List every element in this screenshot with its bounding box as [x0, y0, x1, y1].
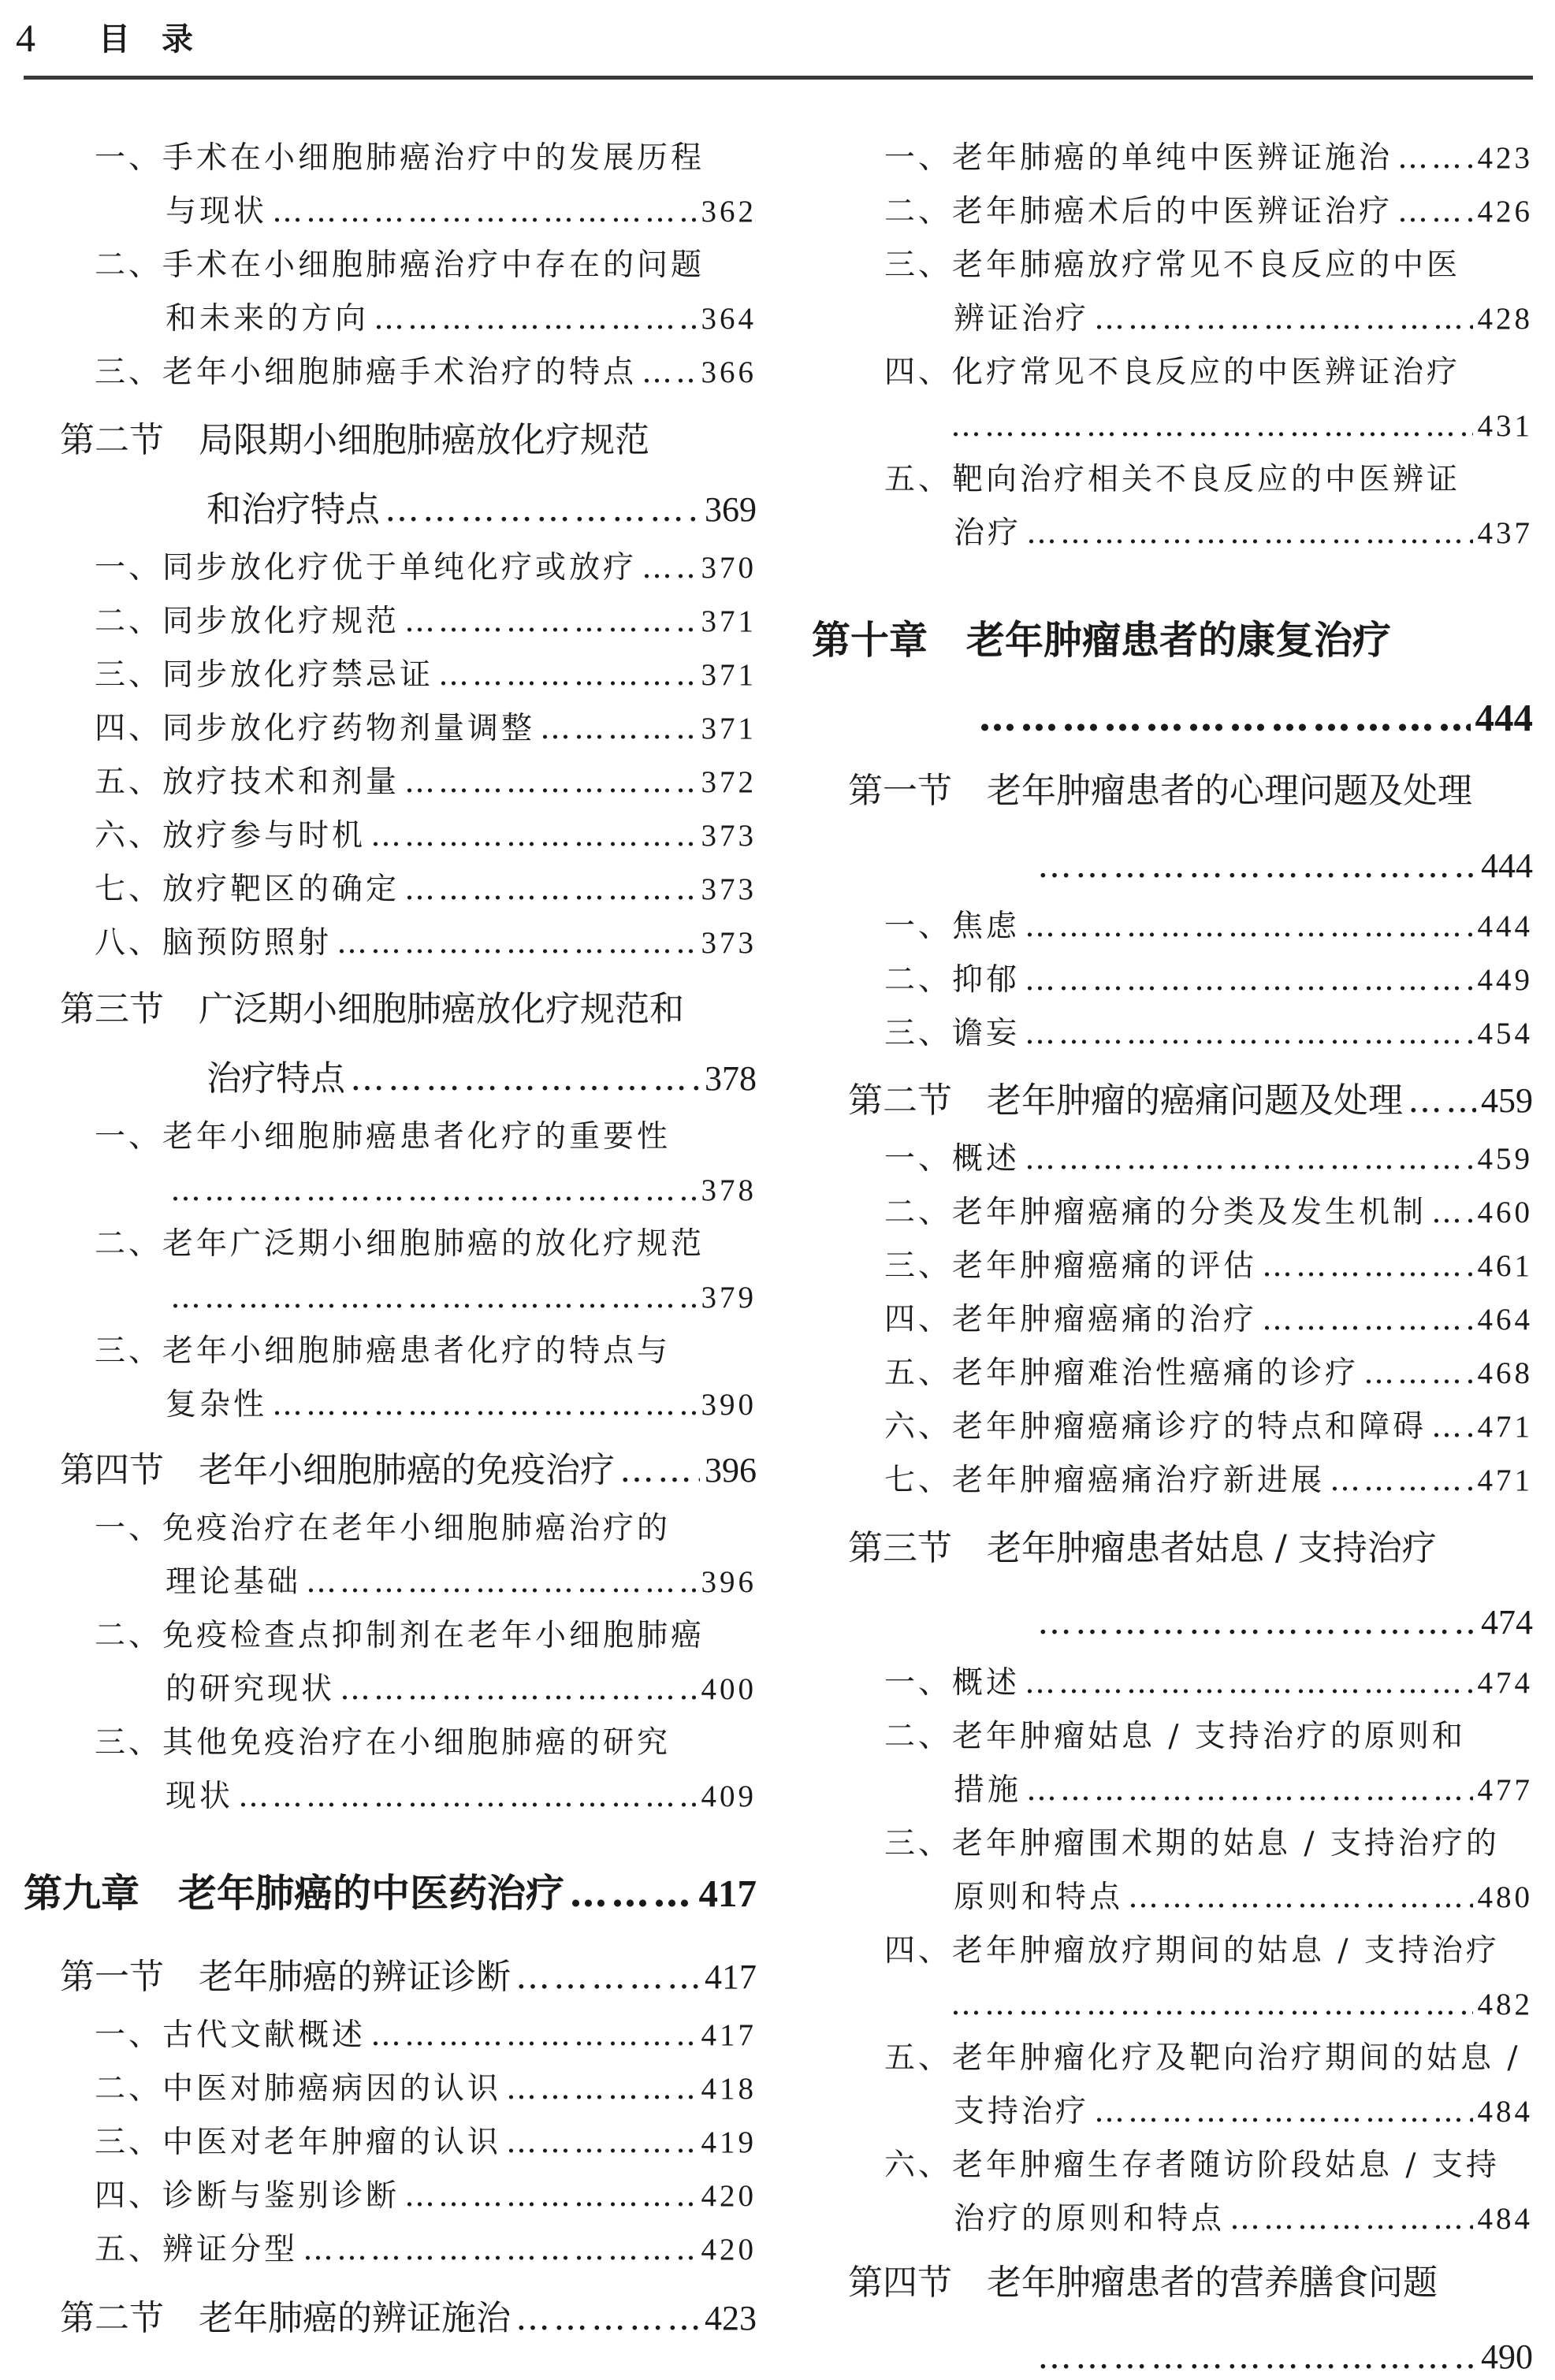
toc-entry-title: 二、手术在小细胞肺癌治疗中存在的问题: [95, 247, 705, 283]
toc-page-number: 444: [1475, 696, 1533, 739]
toc-page-number: 373: [701, 926, 757, 960]
toc-entry-title: 五、老年肿瘤难治性癌痛的诊疗: [884, 1355, 1360, 1391]
toc-entry-title: 第四节 老年小细胞肺癌的免疫治疗: [60, 1450, 615, 1490]
dot-leader: [350, 1056, 700, 1102]
toc-chapter-entry[interactable]: [812, 615, 1391, 665]
toc-item-entry[interactable]: [95, 2015, 757, 2056]
toc-item-entry[interactable]: [95, 1723, 671, 1764]
toc-item-entry[interactable]: [884, 1824, 1500, 1865]
toc-section-entry[interactable]: [206, 1056, 757, 1102]
toc-entry-title: 二、中医对肺癌病因的认识: [95, 2071, 502, 2107]
toc-entry-title: 七、老年肿瘤癌痛治疗新进展: [884, 1463, 1326, 1498]
page-number: 4: [16, 16, 35, 60]
toc-entry-title: 第九章 老年肺癌的中医药治疗: [24, 1870, 565, 1916]
toc-entry-title: 第十章 老年肿瘤患者的康复治疗: [812, 617, 1392, 663]
toc-page-number: 396: [701, 1565, 757, 1599]
toc-entry-title: 一、老年小细胞肺癌患者化疗的重要性: [95, 1119, 671, 1155]
dot-leader: [306, 1562, 696, 1603]
toc-item-entry[interactable]: [166, 1277, 757, 1318]
toc-item-entry[interactable]: [95, 708, 757, 749]
toc-entry-title: 八、脑预防照射: [95, 925, 333, 961]
dot-leader: [1397, 192, 1472, 232]
toc-section-entry[interactable]: [60, 987, 684, 1032]
toc-item-entry[interactable]: [884, 1246, 1533, 1287]
dot-leader: [1408, 1078, 1476, 1124]
toc-section-entry[interactable]: [60, 418, 649, 463]
toc-item-entry[interactable]: [95, 762, 757, 803]
toc-entry-title: 一、老年肺癌的单纯中医辨证施治: [884, 140, 1393, 176]
toc-page-number: 417: [698, 1872, 757, 1915]
toc-page-number: 373: [701, 872, 757, 906]
toc-entry-title: 四、化疗常见不良反应的中医辨证治疗: [884, 355, 1461, 390]
toc-entry-title: 一、焦虑: [884, 909, 1021, 944]
dot-leader: [340, 1669, 696, 1710]
toc-page-number: 420: [701, 2179, 757, 2213]
toc-item-entry[interactable]: [95, 923, 757, 964]
toc-page-number: 444: [1477, 909, 1533, 943]
toc-entry-title: 三、同步放化疗禁忌证: [95, 657, 434, 693]
toc-item-entry[interactable]: [884, 192, 1533, 232]
toc-entry-title: 的研究现状: [166, 1672, 336, 1707]
dot-leader: [515, 1954, 700, 2000]
toc-entry-title: 二、免疫检查点抑制剂在老年小细胞肺癌: [95, 1618, 705, 1653]
toc-entry-title: 四、诊断与鉴别诊断: [95, 2178, 400, 2214]
dot-leader: [374, 299, 696, 340]
toc-entry-title: 一、概述: [884, 1665, 1021, 1701]
toc-item-entry[interactable]: [95, 869, 757, 910]
toc-entry-title: 现状: [166, 1779, 234, 1814]
toc-item-entry[interactable]: [95, 601, 757, 642]
toc-section-entry[interactable]: [1032, 1600, 1533, 1646]
toc-item-entry[interactable]: [884, 1407, 1533, 1448]
toc-item-entry[interactable]: [95, 2069, 757, 2110]
toc-item-entry[interactable]: [954, 1877, 1533, 1918]
toc-item-entry[interactable]: [95, 138, 705, 179]
toc-entry-title: 四、老年肿瘤放疗期间的姑息 / 支持治疗: [884, 1933, 1500, 1969]
toc-item-entry[interactable]: [166, 1776, 757, 1817]
toc-entry-title: 三、老年小细胞肺癌患者化疗的特点与: [95, 1333, 671, 1369]
toc-entry-title: 二、同步放化疗规范: [95, 604, 400, 639]
dot-leader: [515, 2296, 700, 2341]
toc-item-entry[interactable]: [884, 459, 1460, 500]
toc-item-entry[interactable]: [166, 1669, 757, 1710]
toc-page-number: 372: [701, 765, 757, 799]
toc-item-entry[interactable]: [166, 299, 757, 340]
toc-section-entry[interactable]: [206, 487, 757, 533]
dot-leader: [170, 1277, 697, 1318]
toc-page-number: 417: [701, 2018, 757, 2052]
toc-page-number: 474: [1481, 1603, 1533, 1642]
dot-leader: [1431, 1407, 1472, 1448]
toc-item-entry[interactable]: [884, 960, 1533, 1001]
toc-item-entry[interactable]: [884, 2038, 1521, 2079]
toc-entry-title: 五、老年肿瘤化疗及靶向治疗期间的姑息 /: [884, 2040, 1521, 2076]
toc-item-entry[interactable]: [95, 245, 705, 286]
toc-section-entry[interactable]: [60, 1954, 757, 2000]
dot-leader: [272, 1385, 696, 1426]
toc-item-entry[interactable]: [95, 2176, 757, 2217]
toc-item-entry[interactable]: [884, 352, 1460, 393]
toc-section-entry[interactable]: [848, 1078, 1533, 1124]
toc-section-entry[interactable]: [848, 768, 1472, 814]
dot-leader: [1128, 1877, 1472, 1918]
dot-leader: [404, 601, 696, 642]
toc-page-number: 490: [1481, 2337, 1533, 2376]
toc-item-entry[interactable]: [166, 1170, 757, 1211]
dot-leader: [569, 1868, 694, 1918]
toc-page-number: 379: [701, 1281, 757, 1315]
toc-item-entry[interactable]: [954, 513, 1533, 554]
toc-entry-title: 支持治疗: [954, 2094, 1090, 2129]
toc-page-number: 460: [1477, 1196, 1533, 1229]
dot-leader: [540, 708, 696, 749]
toc-entry-title: 二、老年广泛期小细胞肺癌的放化疗规范: [95, 1226, 705, 1262]
toc-item-entry[interactable]: [166, 1385, 757, 1426]
toc-entry-title: 三、中医对老年肿瘤的认识: [95, 2125, 502, 2160]
toc-entry-title: 第四节 老年肿瘤患者的营养膳食问题: [848, 2263, 1438, 2303]
dot-leader: [1431, 1192, 1472, 1233]
toc-entry-title: 六、老年肿瘤生存者随访阶段姑息 / 支持: [884, 2148, 1500, 2183]
toc-page-number: 454: [1477, 1017, 1533, 1051]
dot-leader: [1025, 906, 1472, 947]
toc-page-number: 378: [705, 1059, 757, 1098]
dot-leader: [506, 2122, 696, 2163]
toc-page-number: 464: [1477, 1303, 1533, 1337]
toc-item-entry[interactable]: [95, 1616, 705, 1657]
toc-item-entry[interactable]: [95, 1508, 671, 1549]
dot-leader: [370, 816, 696, 857]
toc-section-entry[interactable]: [60, 2296, 757, 2341]
toc-item-entry[interactable]: [95, 2122, 757, 2163]
toc-entry-title: 七、放疗靶区的确定: [95, 872, 400, 907]
toc-page-number: 428: [1477, 302, 1533, 336]
toc-section-entry[interactable]: [848, 2260, 1438, 2306]
dot-leader: [438, 655, 696, 696]
toc-entry-title: 三、其他免疫治疗在小细胞肺癌的研究: [95, 1725, 671, 1761]
toc-entry-title: 五、靶向治疗相关不良反应的中医辨证: [884, 462, 1461, 497]
dot-leader: [1037, 1600, 1476, 1646]
toc-item-entry[interactable]: [95, 655, 757, 696]
toc-item-entry[interactable]: [884, 1663, 1533, 1704]
toc-page-number: 418: [701, 2072, 757, 2106]
toc-entry-title: 二、老年肿瘤癌痛的分类及发生机制: [884, 1195, 1427, 1230]
toc-item-entry[interactable]: [884, 1013, 1533, 1054]
toc-page-number: 369: [705, 490, 757, 529]
toc-page-number: 409: [701, 1779, 757, 1813]
dot-leader: [1037, 843, 1476, 889]
toc-page-number: 417: [705, 1958, 757, 1996]
toc-entry-title: 第二节 老年肺癌的辨证施治: [60, 2298, 511, 2338]
toc-entry-title: 三、老年小细胞肺癌手术治疗的特点: [95, 355, 638, 390]
toc-page-number: 419: [701, 2125, 757, 2159]
toc-page-number: 444: [1481, 846, 1533, 885]
toc-page-number: 482: [1477, 1988, 1533, 2021]
toc-entry-title: 三、老年肿瘤围术期的姑息 / 支持治疗的: [884, 1826, 1500, 1861]
dot-leader: [1025, 1139, 1472, 1180]
toc-item-entry[interactable]: [946, 1984, 1533, 2025]
toc-page-number: 484: [1477, 2095, 1533, 2129]
toc-entry-title: 与现状: [166, 194, 268, 229]
dot-leader: [1037, 2334, 1476, 2380]
dot-leader: [978, 692, 1471, 742]
dot-leader: [170, 1170, 697, 1211]
toc-section-entry[interactable]: [60, 1448, 757, 1493]
dot-leader: [506, 2069, 696, 2110]
toc-page-number: 371: [701, 712, 757, 746]
dot-leader: [1025, 1663, 1472, 1704]
toc-entry-title: 一、手术在小细胞肺癌治疗中的发展历程: [95, 140, 705, 176]
toc-page-number: 474: [1477, 1666, 1533, 1700]
toc-page-number: 366: [701, 355, 757, 389]
dot-leader: [1262, 1246, 1472, 1287]
dot-leader: [303, 2229, 696, 2270]
toc-entry-title: 二、抑郁: [884, 962, 1021, 998]
toc-section-entry[interactable]: [1032, 843, 1533, 889]
toc-page-number: 459: [1477, 1142, 1533, 1176]
toc-item-entry[interactable]: [95, 2229, 757, 2270]
toc-entry-title: 和未来的方向: [166, 301, 370, 337]
toc-page-number: 471: [1477, 1463, 1533, 1497]
toc-page-number: 370: [701, 551, 757, 585]
toc-item-entry[interactable]: [884, 1460, 1533, 1501]
toc-entry-title: 六、放疗参与时机: [95, 818, 366, 853]
toc-page-number: 477: [1477, 1773, 1533, 1807]
dot-leader: [950, 1984, 1473, 2025]
toc-entry-title: 二、老年肿瘤姑息 / 支持治疗的原则和: [884, 1719, 1466, 1754]
dot-leader: [385, 487, 700, 533]
toc-entry-title: 一、免疫治疗在老年小细胞肺癌治疗的: [95, 1511, 671, 1546]
toc-section-entry[interactable]: [1032, 2334, 1533, 2380]
dot-leader: [404, 869, 696, 910]
toc-item-entry[interactable]: [954, 2092, 1533, 2133]
toc-item-entry[interactable]: [884, 138, 1533, 179]
toc-page-number: 423: [1477, 141, 1533, 175]
toc-page-number: 420: [701, 2233, 757, 2267]
toc-item-entry[interactable]: [954, 1770, 1533, 1811]
dot-leader: [1025, 1013, 1472, 1054]
toc-item-entry[interactable]: [954, 299, 1533, 340]
toc-entry-title: 辨证治疗: [954, 301, 1090, 337]
dot-leader: [950, 406, 1473, 447]
toc-page-number: 364: [701, 302, 757, 336]
toc-entry-title: 原则和特点: [954, 1880, 1124, 1915]
toc-entry-title: 理论基础: [166, 1564, 302, 1600]
toc-page-number: 371: [701, 658, 757, 692]
toc-entry-title: 六、老年肿瘤癌痛诊疗的特点和障碍: [884, 1409, 1427, 1445]
header-rule: [24, 76, 1533, 80]
dot-leader: [642, 548, 696, 589]
toc-entry-title: 一、古代文献概述: [95, 2017, 366, 2053]
dot-leader: [404, 2176, 696, 2217]
toc-item-entry[interactable]: [946, 406, 1533, 447]
toc-entry-title: 三、谵妄: [884, 1016, 1021, 1051]
dot-leader: [1025, 960, 1472, 1001]
toc-item-entry[interactable]: [95, 1224, 705, 1265]
dot-leader: [404, 762, 696, 803]
toc-item-entry[interactable]: [95, 352, 757, 393]
toc-item-entry[interactable]: [954, 2199, 1533, 2240]
dot-leader: [1094, 299, 1472, 340]
toc-entry-title: 二、老年肺癌术后的中医辨证治疗: [884, 194, 1393, 229]
toc-page-number: 396: [705, 1451, 757, 1489]
toc-page-number: 373: [701, 819, 757, 853]
toc-entry-title: 第三节 老年肿瘤患者姑息 / 支持治疗: [848, 1528, 1437, 1568]
header-title: 目录: [99, 20, 225, 58]
dot-leader: [1363, 1353, 1472, 1394]
toc-entry-title: 三、老年肿瘤癌痛的评估: [884, 1248, 1258, 1284]
dot-leader: [642, 352, 696, 393]
dot-leader: [1330, 1460, 1472, 1501]
toc-page-number: 423: [705, 2299, 757, 2337]
toc-entry-title: 一、概述: [884, 1141, 1021, 1177]
toc-entry-title: 治疗的原则和特点: [954, 2201, 1226, 2237]
toc-item-entry[interactable]: [884, 1931, 1500, 1972]
toc-item-entry[interactable]: [884, 1192, 1533, 1233]
toc-item-entry[interactable]: [884, 1139, 1533, 1180]
toc-page-number: 480: [1477, 1880, 1533, 1914]
toc-entry-title: 第三节 广泛期小细胞肺癌放化疗规范和: [60, 989, 684, 1029]
toc-entry-title: 四、老年肿瘤癌痛的治疗: [884, 1302, 1258, 1337]
toc-item-entry[interactable]: [884, 2145, 1500, 2186]
toc-entry-title: 三、老年肺癌放疗常见不良反应的中医: [884, 247, 1461, 283]
toc-item-entry[interactable]: [884, 906, 1533, 947]
toc-page-number: 431: [1477, 409, 1533, 443]
dot-leader: [370, 2015, 696, 2056]
toc-entry-title: 五、放疗技术和剂量: [95, 764, 400, 800]
toc-page-number: 362: [701, 195, 757, 229]
toc-page-number: 390: [701, 1388, 757, 1422]
toc-entry-title: 一、同步放化疗优于单纯化疗或放疗: [95, 550, 638, 586]
dot-leader: [619, 1448, 700, 1493]
toc-page-number: 449: [1477, 963, 1533, 997]
dot-leader: [238, 1776, 696, 1817]
toc-chapter-entry[interactable]: [973, 692, 1533, 743]
toc-entry-title: 第二节 局限期小细胞肺癌放化疗规范: [60, 420, 649, 460]
toc-item-entry[interactable]: [884, 245, 1460, 286]
toc-entry-title: 治疗: [954, 515, 1022, 551]
toc-section-entry[interactable]: [848, 1526, 1437, 1571]
toc-item-entry[interactable]: [95, 1117, 671, 1158]
toc-page-number: 371: [701, 604, 757, 638]
dot-leader: [1229, 2199, 1472, 2240]
toc-page-number: 484: [1477, 2202, 1533, 2236]
toc-entry-title: 第二节 老年肿瘤的癌痛问题及处理: [848, 1080, 1403, 1121]
dot-leader: [1026, 1770, 1472, 1811]
toc-page-number: 426: [1477, 195, 1533, 229]
toc-item-entry[interactable]: [166, 192, 757, 232]
toc-item-entry[interactable]: [95, 1331, 671, 1372]
toc-page-number: 378: [701, 1173, 757, 1207]
dot-leader: [337, 923, 696, 964]
toc-item-entry[interactable]: [884, 1353, 1533, 1394]
toc-entry-title: 第一节 老年肿瘤患者的心理问题及处理: [848, 771, 1472, 811]
toc-page-number: 459: [1481, 1081, 1533, 1120]
toc-page-number: 468: [1477, 1356, 1533, 1390]
toc-item-entry[interactable]: [884, 1300, 1533, 1341]
toc-page-number: 400: [701, 1672, 757, 1706]
toc-page-number: 461: [1477, 1249, 1533, 1283]
toc-page-number: 471: [1477, 1410, 1533, 1444]
toc-entry-title: 五、辨证分型: [95, 2232, 299, 2267]
toc-item-entry[interactable]: [95, 816, 757, 857]
dot-leader: [1262, 1300, 1472, 1341]
toc-entry-title: 措施: [954, 1772, 1022, 1808]
toc-entry-title: 复杂性: [166, 1387, 268, 1422]
toc-item-entry[interactable]: [884, 1716, 1466, 1757]
toc-page-number: 437: [1477, 516, 1533, 550]
dot-leader: [1026, 513, 1472, 554]
dot-leader: [1094, 2092, 1472, 2133]
toc-item-entry[interactable]: [166, 1562, 757, 1603]
dot-leader: [272, 192, 696, 232]
dot-leader: [1397, 138, 1472, 179]
toc-item-entry[interactable]: [95, 548, 757, 589]
toc-entry-title: 第一节 老年肺癌的辨证诊断: [60, 1957, 511, 1997]
toc-entry-title: 和治疗特点: [206, 489, 380, 530]
toc-chapter-entry[interactable]: [24, 1868, 757, 1919]
toc-entry-title: 治疗特点: [206, 1058, 345, 1099]
toc-entry-title: 四、同步放化疗药物剂量调整: [95, 711, 536, 746]
